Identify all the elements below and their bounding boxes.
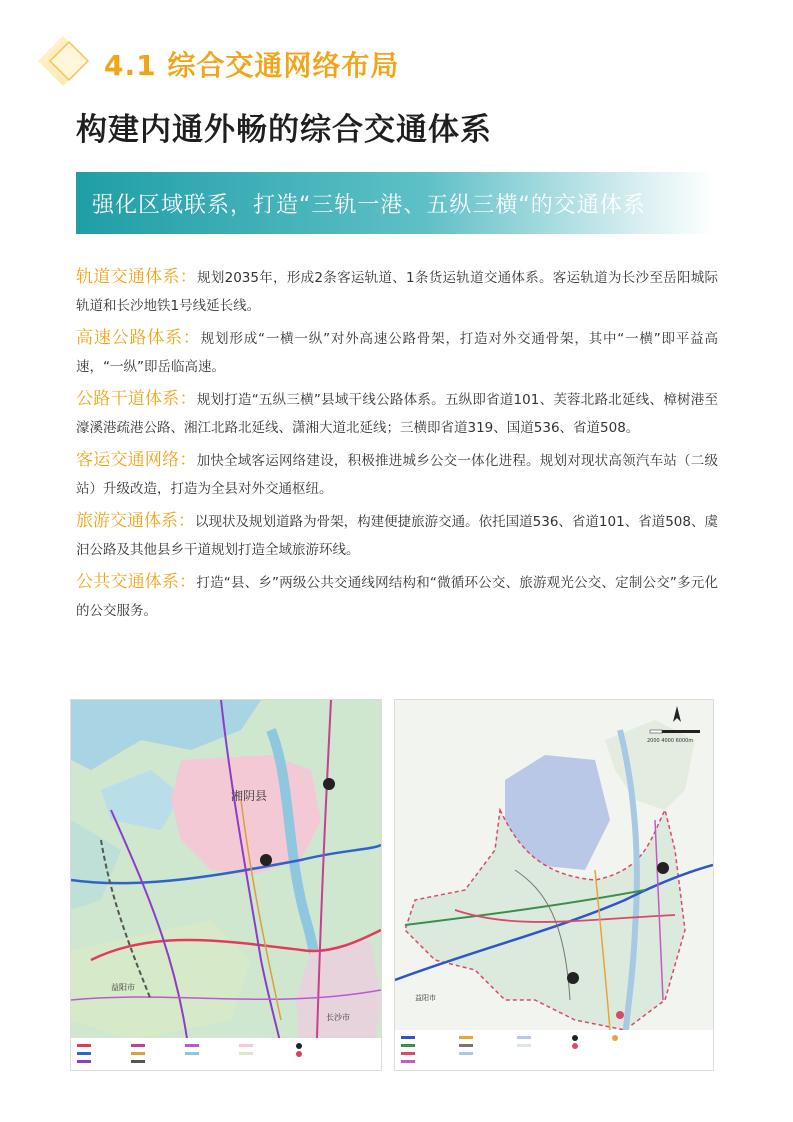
airport-icon <box>323 778 335 790</box>
paragraph-label: 公共交通体系： <box>76 572 197 592</box>
county-label: 湘阴县 <box>231 789 268 803</box>
paragraph-label: 公路干道体系： <box>76 389 197 409</box>
paragraph-label: 旅游交通体系： <box>76 511 196 531</box>
paragraph-passenger <box>76 447 718 503</box>
paragraph-text: 加快全域客运网络建设，积极推进城乡公交一体化进程。规划对现状高领汽车站（二级站）升级改造，打造为全县对外交通枢纽。 <box>76 453 719 497</box>
west-city-label: 益阳市 <box>415 994 436 1002</box>
regional-transport-map <box>70 699 382 1071</box>
section-badge-icon <box>36 34 90 88</box>
paragraph-rail <box>76 264 718 320</box>
paragraph-text: 规划形成“一横一纵”对外高速公路骨架，打造对外交通骨架，其中“一横”即平益高速，“一纵”即岳临高速。 <box>76 331 718 375</box>
paragraph-text: 以现状及规划道路为骨架，构建便捷旅游交通。依托国道536、省道101、省道508、虞汩公路及其他县乡干道规划打造全域旅游环线。 <box>76 514 718 558</box>
airport-icon <box>567 972 579 984</box>
paragraph-list <box>76 264 718 630</box>
west-city-label: 益阳市 <box>111 983 135 992</box>
regional-map-graphic <box>71 700 381 1070</box>
paragraph-text: 打造“县、乡”两级公共交通线网结构和“微循环公交、旅游观光公交、定制公交”多元化的公交服务。 <box>76 575 718 619</box>
banner-text: 强化区域联系，打造“三轨一港、五纵三横“的交通体系 <box>92 193 646 218</box>
paragraph-tourism <box>76 508 718 564</box>
airport-icon <box>657 862 669 874</box>
paragraph-label: 客运交通网络： <box>76 450 197 470</box>
city-label: 长沙市 <box>326 1013 350 1022</box>
paragraph-trunk-road <box>76 386 718 442</box>
scale-label: 2000 4000 6000m <box>647 738 694 744</box>
paragraph-text: 规划打造“五纵三横”县域干线公路体系。五纵即省道101、芙蓉北路北延线、樟树港至濠溪港疏港公路、湘江北路北延线、潇湘大道北延线；三横即省道319、国道536、省道508。 <box>76 392 718 436</box>
banner <box>76 172 714 234</box>
page-title: 构建内通外畅的综合交通体系 <box>76 112 492 148</box>
paragraph-label: 轨道交通体系： <box>76 267 198 287</box>
paragraph-label: 高速公路体系： <box>76 328 201 348</box>
county-map-graphic <box>395 700 713 1070</box>
paragraph-highway <box>76 325 718 381</box>
paragraph-text: 规划2035年，形成2条客运轨道、1条货运轨道交通体系。客运轨道为长沙至岳阳城际轨道和长沙地铁1号线延长线。 <box>76 270 718 314</box>
airport-icon <box>260 854 272 866</box>
hub-icon <box>616 1011 624 1019</box>
paragraph-public-transit <box>76 569 718 625</box>
section-title: 4.1 综合交通网络布局 <box>104 49 400 82</box>
county-transport-map <box>394 699 714 1071</box>
